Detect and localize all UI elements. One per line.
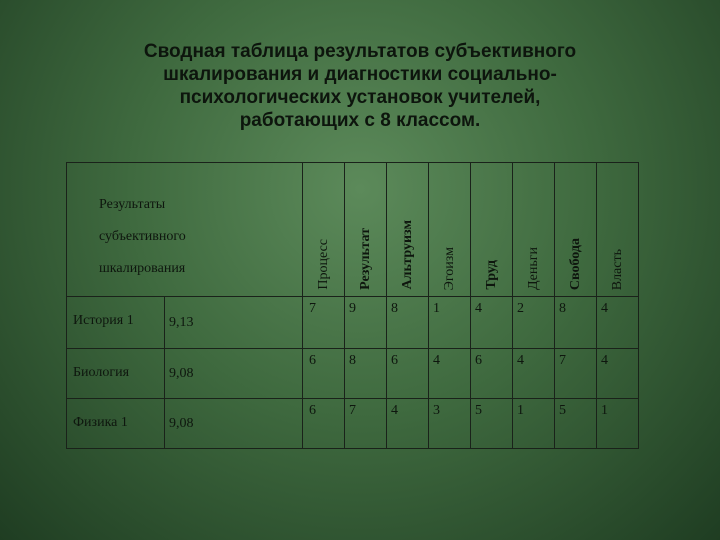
cell: 8 xyxy=(345,349,387,399)
cell: 6 xyxy=(303,349,345,399)
title-line-4: работающих с 8 классом. xyxy=(239,110,481,131)
column-header-power: Власть xyxy=(597,163,639,297)
title-line-2: шкалирования и диагностики социально- xyxy=(163,64,557,85)
cell: 5 xyxy=(555,399,597,449)
cell: 7 xyxy=(345,399,387,449)
table-row xyxy=(67,349,639,399)
cell: 4 xyxy=(513,349,555,399)
column-header-freedom: Свобода xyxy=(555,163,597,297)
cell: 1 xyxy=(513,399,555,449)
cell: 6 xyxy=(471,349,513,399)
cell: 6 xyxy=(387,349,429,399)
cell: 4 xyxy=(429,349,471,399)
header-row xyxy=(67,163,639,297)
corner-line-2: субъективного xyxy=(99,229,186,244)
row-score: 9,13 xyxy=(165,297,303,349)
cell: 1 xyxy=(429,297,471,349)
cell: 4 xyxy=(387,399,429,449)
row-label: История 1 xyxy=(67,297,165,349)
cell: 1 xyxy=(597,399,639,449)
column-header-labor: Труд xyxy=(471,163,513,297)
title-line-1: Сводная таблица результатов субъективного xyxy=(143,41,577,62)
corner-line-1: Результаты xyxy=(99,197,166,212)
header-corner xyxy=(67,163,303,297)
column-header-money: Деньги xyxy=(513,163,555,297)
column-header-altruism: Альтруизм xyxy=(387,163,429,297)
row-label: Физика 1 xyxy=(67,399,165,449)
cell: 5 xyxy=(471,399,513,449)
corner-line-3: шкалирования xyxy=(99,261,186,276)
cell: 4 xyxy=(471,297,513,349)
cell: 6 xyxy=(303,399,345,449)
results-table xyxy=(66,162,639,449)
slide-title xyxy=(80,40,640,132)
table-row xyxy=(67,297,639,349)
cell: 8 xyxy=(387,297,429,349)
cell: 8 xyxy=(555,297,597,349)
row-score: 9,08 xyxy=(165,349,303,399)
cell: 4 xyxy=(597,349,639,399)
column-header-result: Результат xyxy=(345,163,387,297)
row-label: Биология xyxy=(67,349,165,399)
table-row xyxy=(67,399,639,449)
cell: 9 xyxy=(345,297,387,349)
column-header-process: Процесс xyxy=(303,163,345,297)
title-line-3: психологических установок учителей, xyxy=(179,87,541,108)
cell: 4 xyxy=(597,297,639,349)
cell: 3 xyxy=(429,399,471,449)
row-score: 9,08 xyxy=(165,399,303,449)
cell: 2 xyxy=(513,297,555,349)
cell: 7 xyxy=(555,349,597,399)
column-header-egoism: Эгоизм xyxy=(429,163,471,297)
cell: 7 xyxy=(303,297,345,349)
